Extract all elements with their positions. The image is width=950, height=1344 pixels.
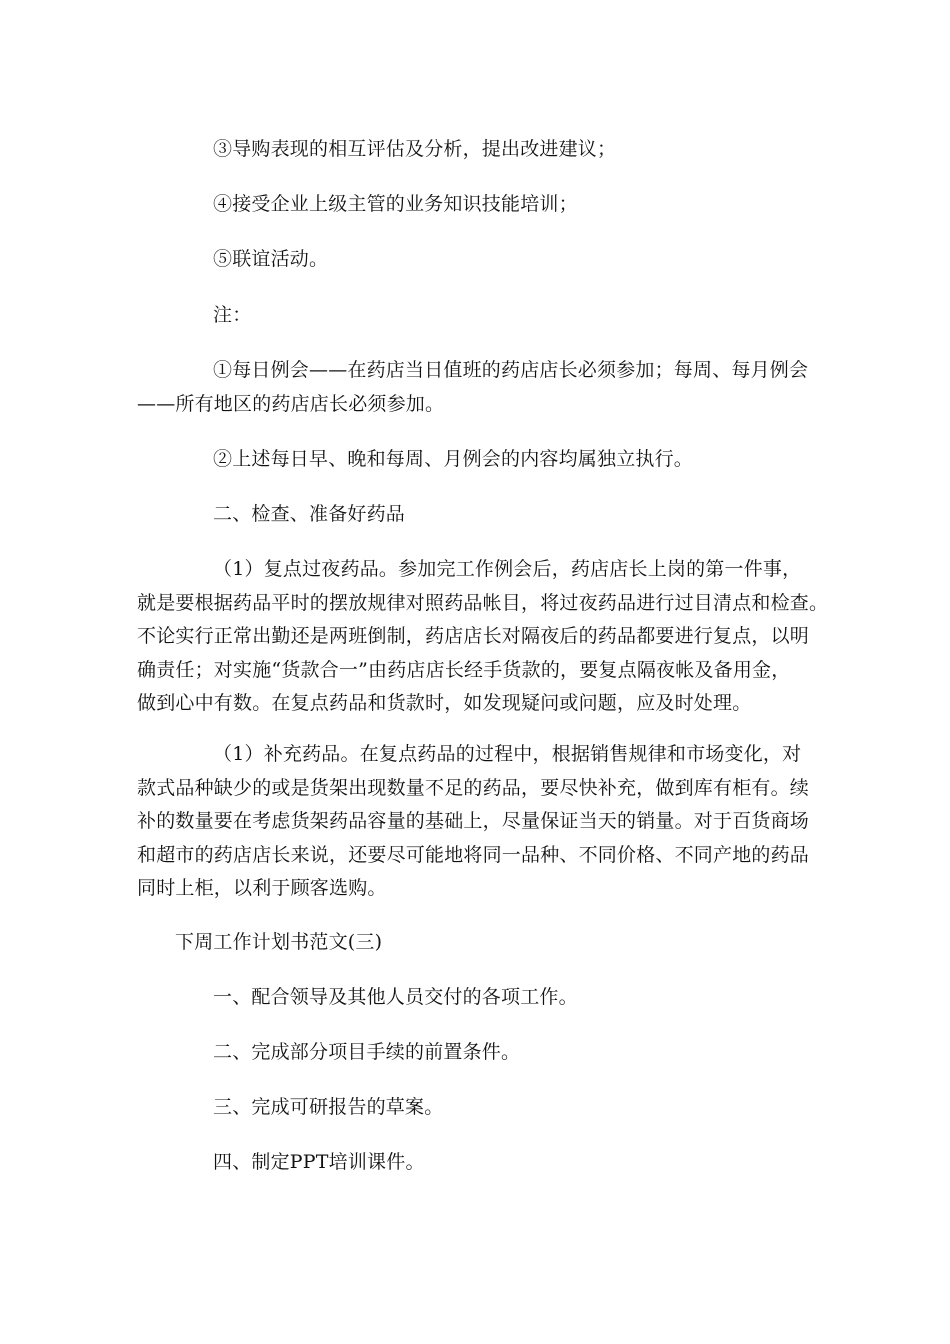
paragraph-replenish-drugs bbox=[137, 738, 817, 906]
note-2: ②上述每日早、晚和每周、月例会的内容均属独立执行。 bbox=[213, 448, 694, 470]
paragraph-recount-drugs bbox=[137, 553, 829, 721]
plan-item-1: 一、配合领导及其他人员交付的各项工作。 bbox=[213, 986, 578, 1008]
text-line: 做到心中有数。在复点药品和货款时，如发现疑问或问题，应及时处理。 bbox=[137, 692, 752, 714]
text-line: 款式品种缺少的或是货架出现数量不足的药品，要尽快补充，做到库有柜有。续 bbox=[137, 776, 810, 799]
text-line: 不论实行正常出勤还是两班倒制，药店店长对隔夜后的药品都要进行复点，以明 bbox=[137, 625, 810, 647]
article-heading-3: 下周工作计划书范文(三) bbox=[175, 931, 383, 953]
note-1-line-1: ①每日例会——在药店当日值班的药店店长必须参加；每周、每月例会 bbox=[213, 359, 809, 381]
text-line: （1）补充药品。在复点药品的过程中，根据销售规律和市场变化，对 bbox=[213, 743, 802, 765]
paragraph-item-4: ④接受企业上级主管的业务知识技能培训； bbox=[213, 193, 578, 215]
text-line: 补的数量要在考虑货架药品容量的基础上，尽量保证当天的销量。对于百货商场 bbox=[137, 810, 810, 832]
paragraph-item-3: ③导购表现的相互评估及分析，提出改进建议； bbox=[213, 138, 617, 160]
plan-item-4: 四、制定PPT培训课件。 bbox=[213, 1151, 425, 1173]
section-heading-2: 二、检查、准备好药品 bbox=[213, 503, 406, 525]
text-line: 同时上柜，以利于顾客选购。 bbox=[137, 877, 387, 899]
text-line: 就是要根据药品平时的摆放规律对照药品帐目，将过夜药品进行过目清点和检查。 bbox=[137, 591, 829, 614]
paragraph-item-5: ⑤联谊活动。 bbox=[213, 248, 329, 270]
text-line: 和超市的药店店长来说，还要尽可能地将同一品种、不同价格、不同产地的药品 bbox=[137, 843, 810, 866]
plan-item-2: 二、完成部分项目手续的前置条件。 bbox=[213, 1041, 521, 1063]
text-line: 确责任；对实施“货款合一”由药店店长经手货款的，要复点隔夜帐及备用金， bbox=[137, 658, 791, 681]
plan-item-3: 三、完成可研报告的草案。 bbox=[213, 1096, 444, 1118]
note-1-line-2: ——所有地区的药店店长必须参加。 bbox=[137, 393, 445, 415]
note-label: 注： bbox=[213, 304, 252, 326]
text-line: （1）复点过夜药品。参加完工作例会后，药店店长上岗的第一件事， bbox=[213, 558, 802, 580]
